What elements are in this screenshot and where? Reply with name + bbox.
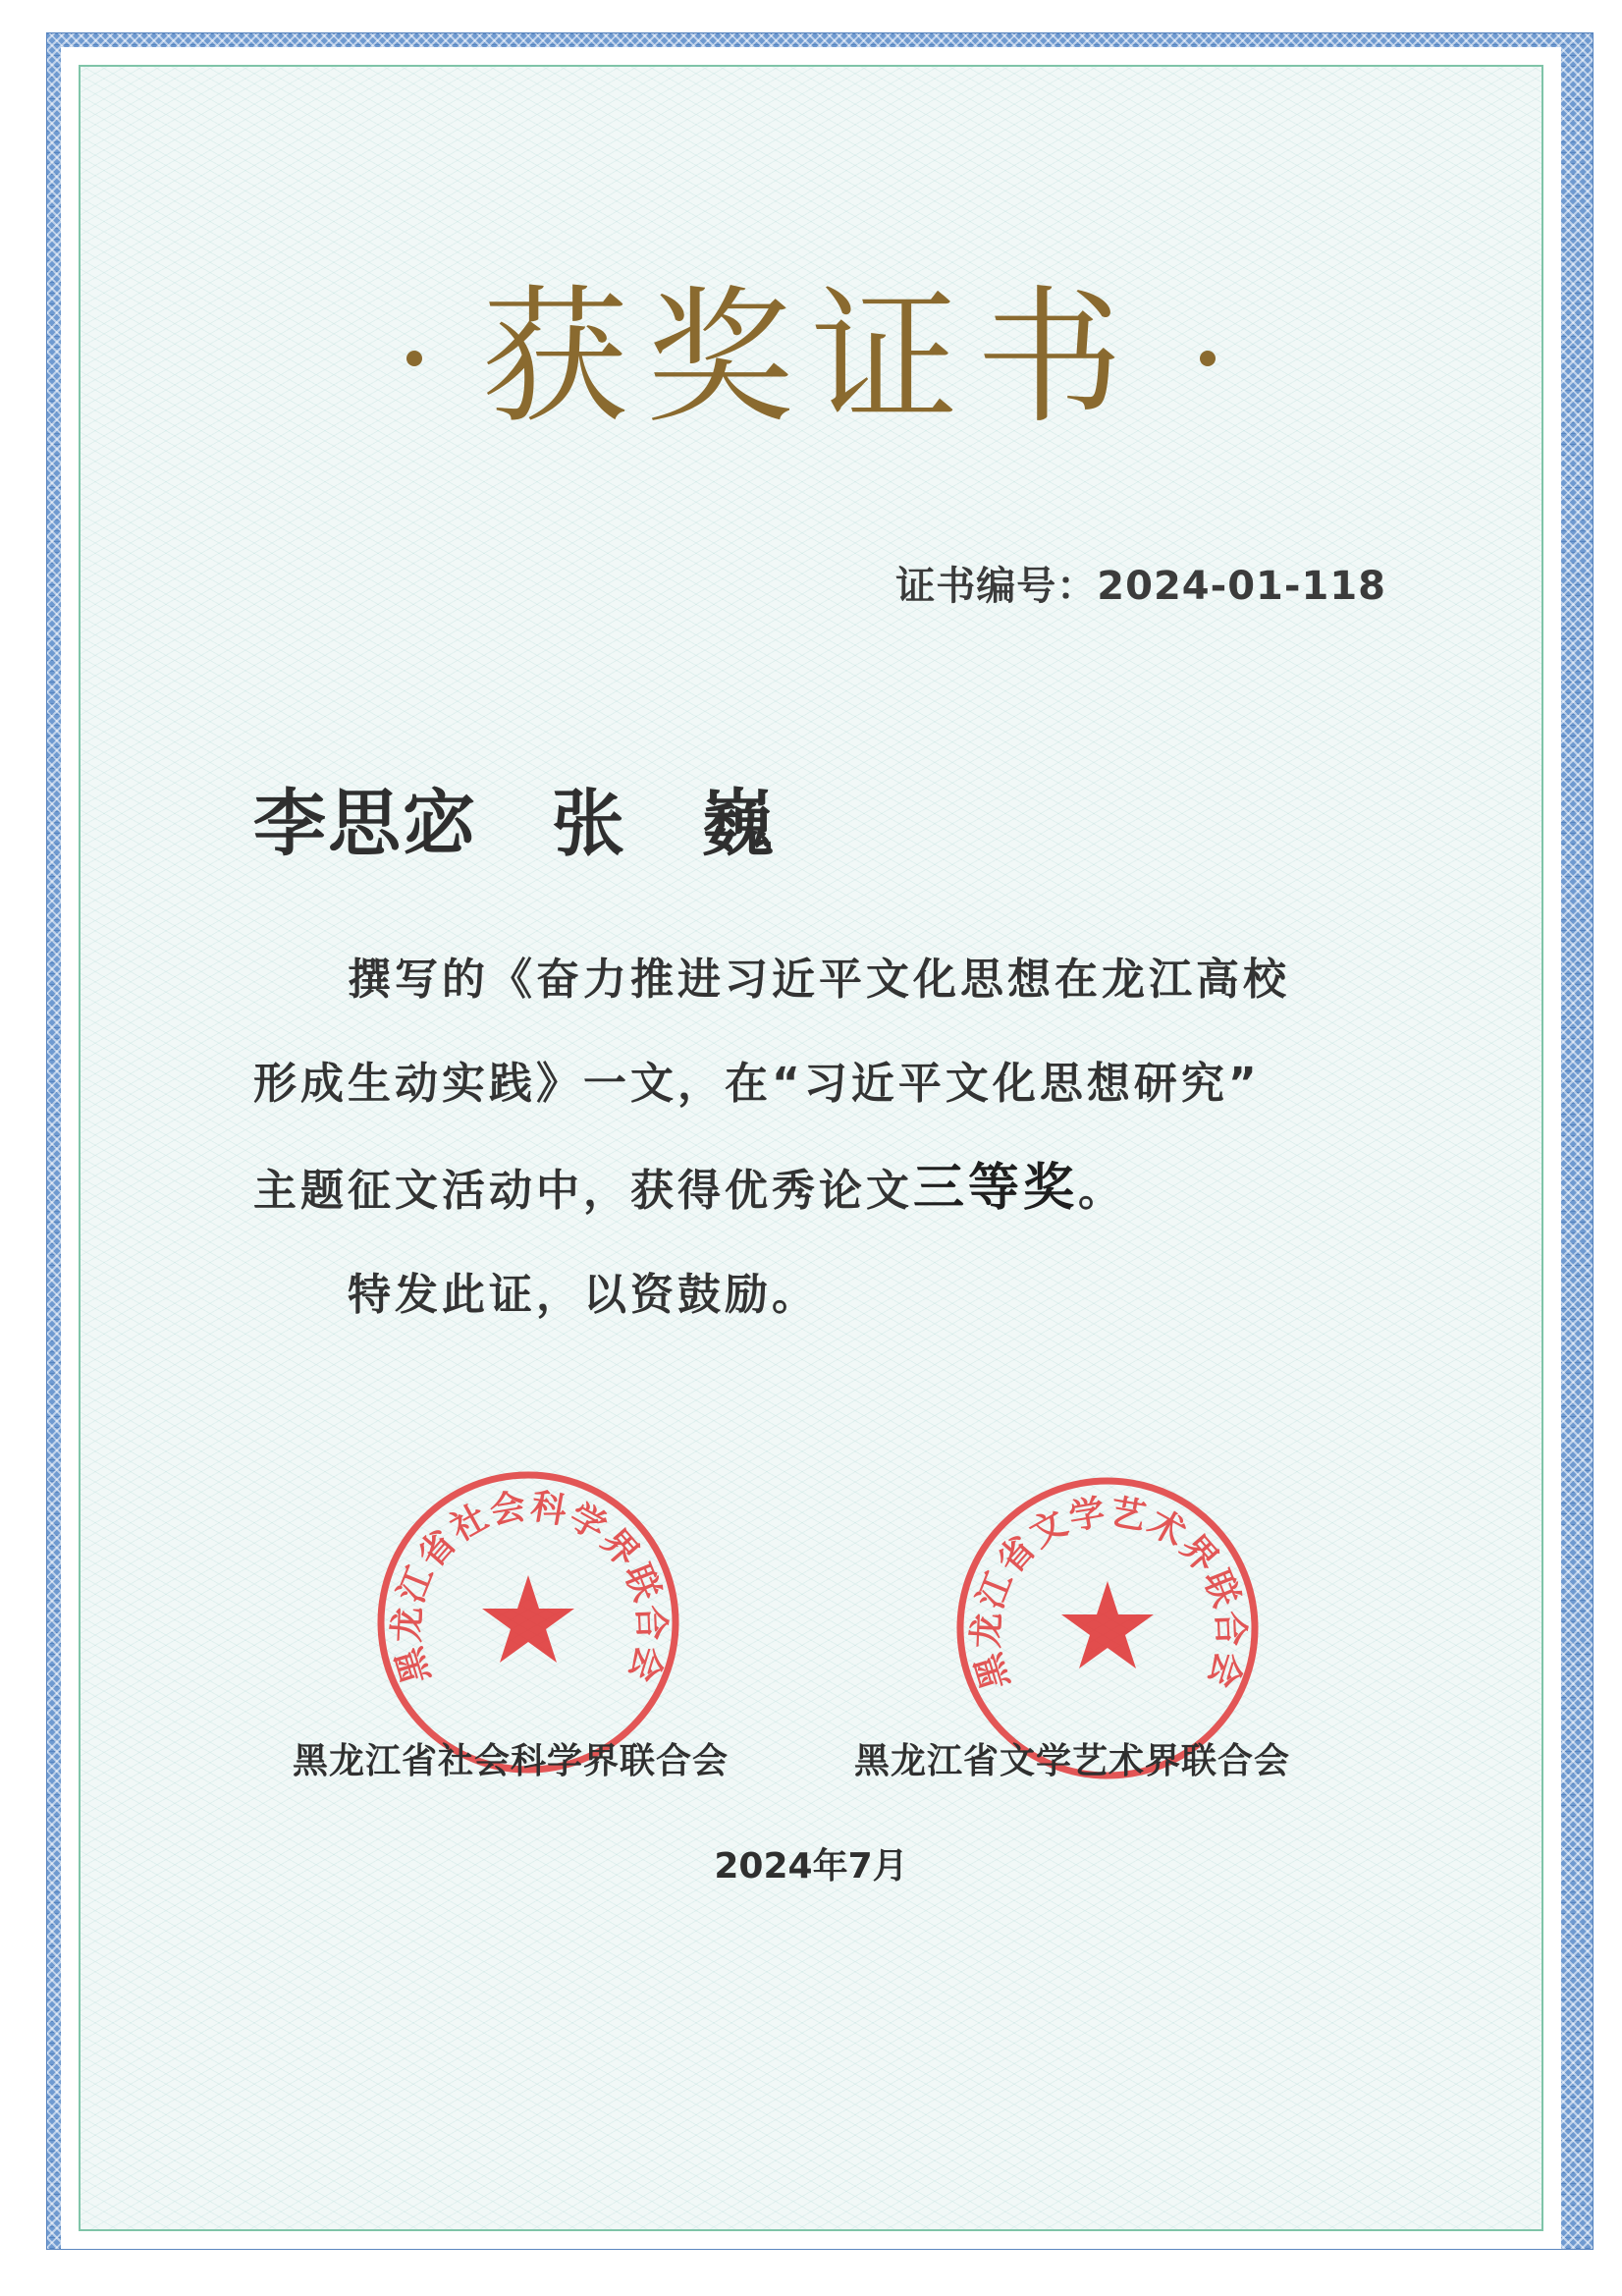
certificate-body [253, 928, 1412, 1347]
body-line-1: 撰写的《奋力推进习近平文化思想在龙江高校 [348, 955, 1290, 1005]
body-line-2: 形成生动实践》一文，在“习近平文化思想研究” [253, 1059, 1261, 1109]
title-row [0, 273, 1622, 444]
title-dot-left [406, 351, 422, 366]
seal-social-sciences [371, 1465, 685, 1779]
closing-line: 特发此证，以资鼓励。 [348, 1270, 819, 1320]
star-icon [482, 1575, 574, 1663]
certificate-number: 证书编号：2024-01-118 [895, 564, 1386, 609]
issuer-social-sciences: 黑龙江省社会科学界联合会 [293, 1741, 730, 1781]
star-icon [1061, 1581, 1154, 1668]
seal-1-text: 黑龙江省社会科学界联合会 [387, 1486, 672, 1689]
recipient-names: 李思宓 张 巍 [253, 782, 776, 866]
body-line-3-end: 。 [1078, 1166, 1126, 1216]
issue-date: 2024年7月 [714, 1846, 908, 1886]
body-line-3 [253, 1136, 1412, 1243]
issuer-literature-arts: 黑龙江省文学艺术界联合会 [854, 1741, 1291, 1781]
body-line-3-text: 主题征文活动中，获得优秀论文 [253, 1166, 913, 1216]
title-dot-right [1200, 351, 1216, 366]
certificate-title: 获奖证书 [480, 273, 1141, 444]
award-level: 三等奖 [913, 1159, 1079, 1218]
seal-2-text: 黑龙江省文学艺术界联合会 [966, 1492, 1251, 1695]
